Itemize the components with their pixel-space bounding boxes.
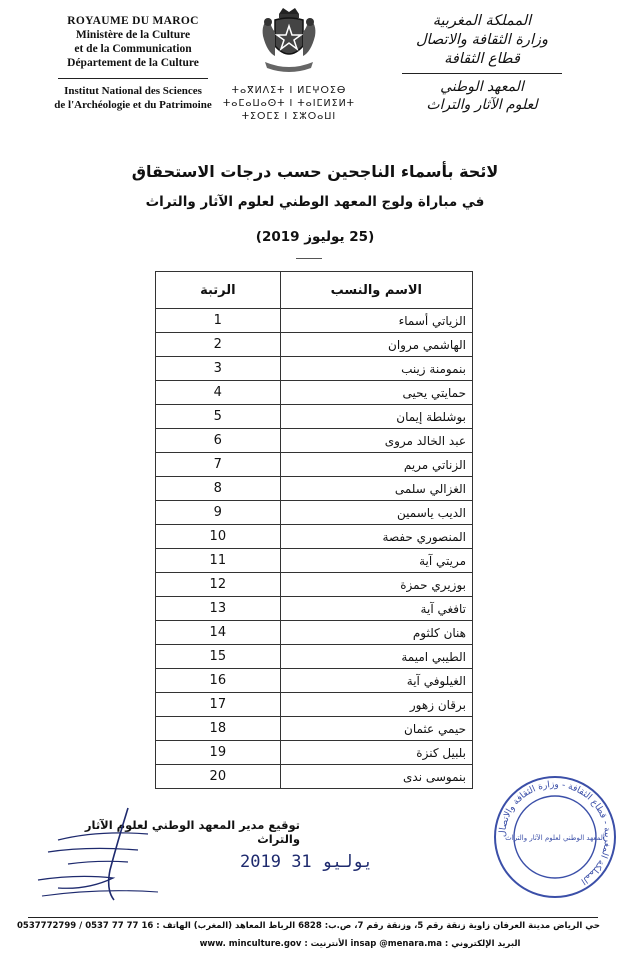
table-row xyxy=(156,645,473,669)
royal-emblem-icon xyxy=(257,6,321,78)
candidate-rank: 20 xyxy=(156,765,281,789)
institute-label-ar: المعهد الوطني xyxy=(440,79,524,95)
institute-label-ar-2: لعلوم الآثار والتراث xyxy=(426,97,538,113)
candidate-name: المنصوري حفصة xyxy=(280,525,472,549)
candidate-name: الغيلوفي آية xyxy=(280,669,472,693)
candidate-name: الزياتي أسماء xyxy=(280,309,472,333)
ministry-label-fr: Ministère de la Culture xyxy=(75,29,191,41)
column-header-rank: الرتبة xyxy=(156,272,281,309)
document-subtitle: في مباراة ولوج المعهد الوطني لعلوم الآثار والتراث xyxy=(145,194,485,210)
table-row xyxy=(156,549,473,573)
candidate-name: مريتي آية xyxy=(280,549,472,573)
candidate-rank: 15 xyxy=(156,645,281,669)
kingdom-label-ar: المملكة المغربية xyxy=(432,13,532,29)
candidate-name: تافغي آية xyxy=(280,597,472,621)
stamp-inner-text: المعهد الوطني لعلوم الآثار والتراث xyxy=(505,834,605,842)
header-emblem-block xyxy=(214,6,364,123)
document-date: (25 يوليوز 2019) xyxy=(255,229,375,245)
candidate-name: عبد الخالد مروى xyxy=(280,429,472,453)
candidate-rank: 9 xyxy=(156,501,281,525)
candidate-rank: 2 xyxy=(156,333,281,357)
candidate-rank: 5 xyxy=(156,405,281,429)
candidate-name: بنموسى ندى xyxy=(280,765,472,789)
candidate-name: بوشلطة إيمان xyxy=(280,405,472,429)
candidate-name: حمايتي يحيى xyxy=(280,381,472,405)
candidate-name: حيمي عثمان xyxy=(280,717,472,741)
candidate-name: بوزيري حمزة xyxy=(280,573,472,597)
table-row xyxy=(156,741,473,765)
candidate-name: برقان زهور xyxy=(280,693,472,717)
candidate-rank: 4 xyxy=(156,381,281,405)
ministry-label-fr-2: et de la Communication xyxy=(74,43,192,55)
table-row xyxy=(156,765,473,789)
candidate-rank: 11 xyxy=(156,549,281,573)
stamp-ring-text: المملكة المغربية - قطاع الثقافة - وزارة الثقافة والاتصال xyxy=(497,779,613,886)
candidate-rank: 8 xyxy=(156,477,281,501)
handwritten-signature xyxy=(18,800,218,910)
table-row xyxy=(156,333,473,357)
table-row xyxy=(156,693,473,717)
tifinagh-line-1: ⵜⴰⴳⵍⴷⵉⵜ ⵏ ⵍⵎⵖⵔⵉⴱ xyxy=(231,85,347,96)
header-divider-ar xyxy=(402,73,562,74)
institute-label-fr: Institut National des Sciences xyxy=(64,85,202,97)
table-row xyxy=(156,525,473,549)
header-divider-fr xyxy=(58,78,208,79)
candidate-name: الطيبي اميمة xyxy=(280,645,472,669)
table-row xyxy=(156,597,473,621)
column-header-name: الاسم والنسب xyxy=(280,272,472,309)
candidate-rank: 18 xyxy=(156,717,281,741)
table-row xyxy=(156,477,473,501)
signature-date-stamp: 2019 يوليو 31 xyxy=(240,852,374,872)
candidate-name: هنان كلثوم xyxy=(280,621,472,645)
candidate-rank: 14 xyxy=(156,621,281,645)
table-row xyxy=(156,669,473,693)
candidate-name: الزناتي مريم xyxy=(280,453,472,477)
signature-label: توقيع مدير المعهد الوطني لعلوم الآثار والتراث xyxy=(84,818,300,846)
title-dash xyxy=(296,258,322,259)
candidate-rank: 12 xyxy=(156,573,281,597)
table-row xyxy=(156,621,473,645)
candidate-name: الديب ياسمين xyxy=(280,501,472,525)
table-row xyxy=(156,453,473,477)
ministry-label-ar: وزارة الثقافة والاتصال xyxy=(416,32,548,48)
department-label-ar: قطاع الثقافة xyxy=(444,51,520,67)
table-row xyxy=(156,717,473,741)
results-table xyxy=(155,271,473,789)
department-label-fr: Département de la Culture xyxy=(67,57,199,69)
official-stamp-icon xyxy=(490,772,620,902)
tifinagh-line-2: ⵜⴰⵎⴰⵡⴰⵙⵜ ⵏ ⵜⴰⵏⵎⵍⵉⵍⵜ xyxy=(223,98,355,109)
table-row xyxy=(156,429,473,453)
table-row xyxy=(156,309,473,333)
candidate-rank: 6 xyxy=(156,429,281,453)
candidate-rank: 3 xyxy=(156,357,281,381)
header-arabic xyxy=(372,12,592,114)
candidate-rank: 7 xyxy=(156,453,281,477)
table-row xyxy=(156,405,473,429)
candidate-rank: 17 xyxy=(156,693,281,717)
candidate-name: الهاشمي مروان xyxy=(280,333,472,357)
candidate-rank: 19 xyxy=(156,741,281,765)
table-body xyxy=(156,309,473,789)
table-row xyxy=(156,573,473,597)
candidate-rank: 16 xyxy=(156,669,281,693)
table-row xyxy=(156,501,473,525)
table-row xyxy=(156,357,473,381)
tifinagh-line-3: ⵜⵉⵔⵎⵉ ⵏ ⵉⵣⵔⴰⵡⵏ xyxy=(241,111,337,122)
kingdom-label-fr: ROYAUME DU MAROC xyxy=(67,15,199,27)
candidate-name: الغزالي سلمى xyxy=(280,477,472,501)
candidate-rank: 10 xyxy=(156,525,281,549)
candidate-name: بنمومنة زينب xyxy=(280,357,472,381)
candidate-name: بلبيل كنزة xyxy=(280,741,472,765)
footer-divider xyxy=(28,917,598,918)
candidate-rank: 1 xyxy=(156,309,281,333)
footer-address: حي الرياض مدينة العرفان زاوية زنقة رقم 5، وزنقة رقم 7، ص.ب: 6828 الرباط المعاهد (المغرب) الهاتف : 16 77 77 0537 / 0537772799 xyxy=(17,921,600,931)
document-title: لائحة بأسماء الناجحين حسب درجات الاستحقاق xyxy=(131,162,499,181)
table-row xyxy=(156,381,473,405)
institute-label-fr-2: de l'Archéologie et du Patrimoine xyxy=(54,98,212,111)
footer-web: البريد الإلكتروني : insap @menara.ma الأنترنيت : www. minculture.gov xyxy=(199,939,521,949)
candidate-rank: 13 xyxy=(156,597,281,621)
header-french xyxy=(38,14,228,112)
table-header-row xyxy=(156,272,473,309)
